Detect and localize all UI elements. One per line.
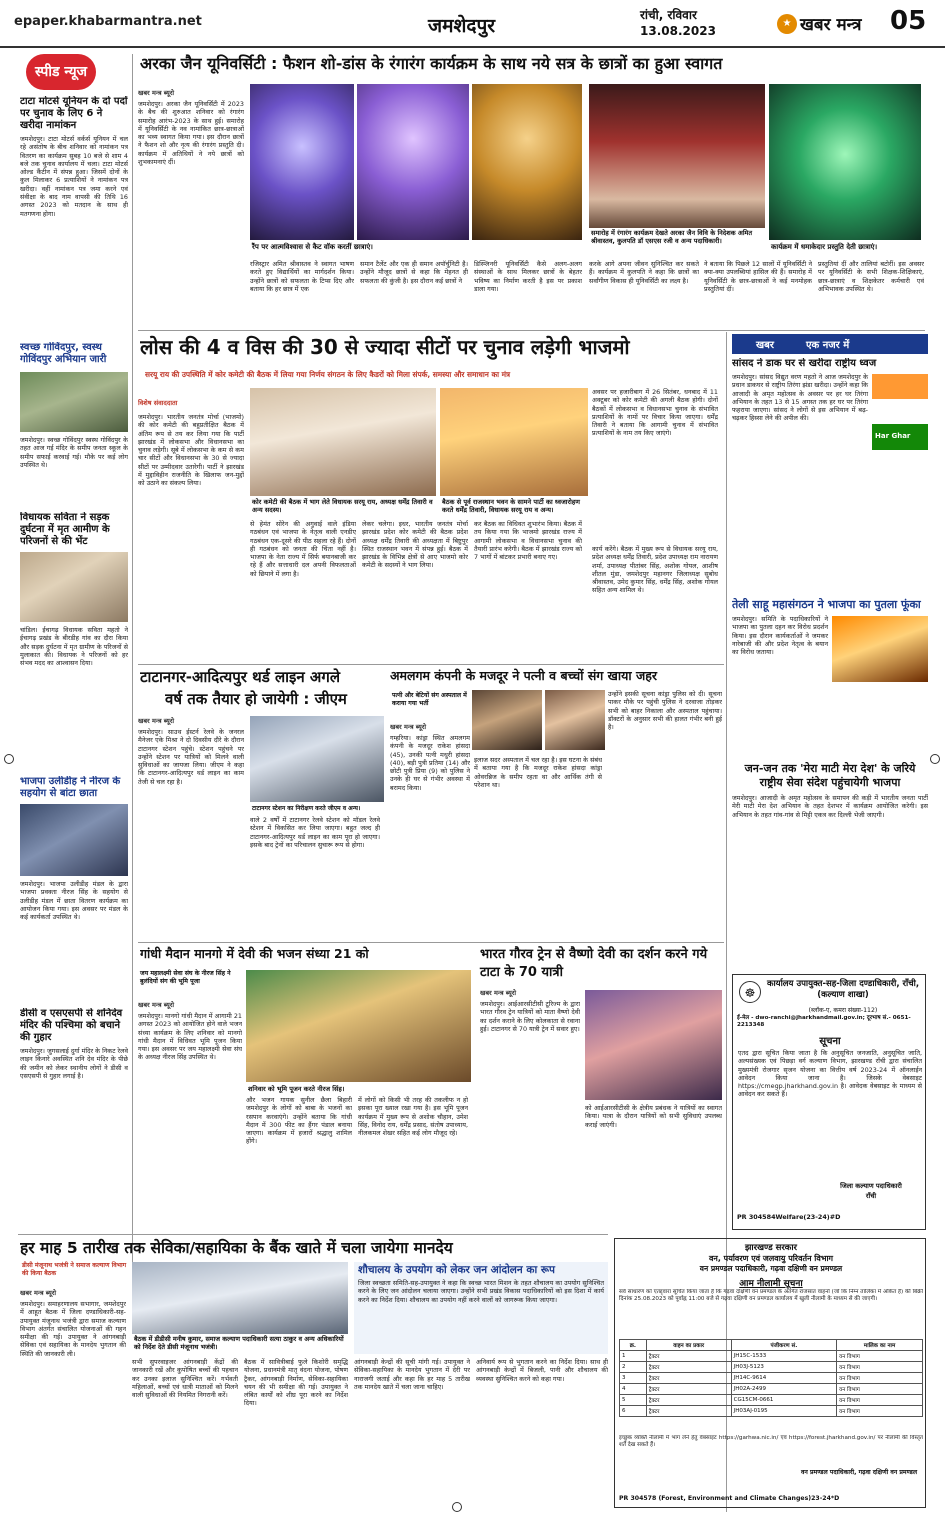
bharat-gaurav-photo	[585, 990, 722, 1100]
ek-nazar-title: एक नजर में	[806, 340, 850, 351]
arka-body: करके आगे अपना जीवन सुनिश्चित कर सकते हैं। कार्यक्रम में कुलपति ने कहा कि छात्रों का सर्वांगीण विकास ही यूनिवर्सिटी का लक्ष्य है।	[589, 260, 699, 285]
amlagam-photo	[545, 690, 605, 750]
speed-news-body: जमशेदपुर। स्वच्छ गोविंदपुर स्वस्थ गोविंदपुर के तहत आज गई मंदिर के समीप जनता स्कूल के समीप सफाई करवाई गई। मौके पर कई लोग उपस्थित थे।	[20, 436, 128, 469]
table-row	[620, 1406, 923, 1417]
brand-name: खबर मन्त्र	[800, 15, 862, 35]
har-ghar-label: Har Ghar	[875, 432, 911, 440]
bharat-gaurav-col	[480, 988, 580, 1230]
table-row	[620, 1362, 923, 1373]
khabar-ek-nazar-banner	[732, 334, 928, 354]
arka-body: डिस्प्लिनरी यूनिवर्सिटी कैसे अलग-अलग संस्थाओं के साथ मिलकर छात्रों के बेहतर भविष्य का निर्माण करती है इस पर प्रकाश डाला गया।	[474, 260, 582, 293]
notice-pr: PR 304584Welfare(23-24)#D	[737, 1213, 841, 1221]
table-cell: वन विभाग	[837, 1362, 923, 1373]
gandhi-body: और भजन गायक सुनील छैला बिहारी जमशेदपुर के लोगों को बाबा के भजनों का रसपान करवाएंगे। उन्होंने बताया कि गांधी मैदान में 300 फीट का हैंगर पंडाल बनाया जाएगा। कार्यक्रम में हजारों श्रद्धालु शामिल होंगे।	[246, 1096, 352, 1146]
speed-news-body: जमशेदपुर। भाजपा उलीडीह मंडल के द्वारा भाजपा प्रवक्ता नीरज सिंह के सहयोग से उलीडीह मंडल में छाता वितरण कार्यक्रम का आयोजन किया गया। इस अवसर पर मंडल के कई कार्यकर्ता उपस्थित थे।	[20, 880, 128, 922]
notice-title: सूचना	[819, 1036, 841, 1047]
khabar-label: खबर	[756, 340, 774, 351]
speed-news-item	[20, 512, 128, 772]
speed-news-logo	[26, 54, 96, 90]
gandhi-col	[138, 1000, 242, 1230]
nazar-item	[732, 762, 928, 970]
amlagam-subhead: पत्नी और बेटियों संग अस्पताल में कराया गया भर्ती	[392, 692, 467, 707]
speed-news-photo	[20, 552, 128, 622]
bjp-body: कर बैठक का विधिवत शुभारंभ किया। बैठक में तय किया गया कि भाजमो झारखंड राज्य में आगामी लोकसभा व विधानसभा चुनाव की तैयारी प्रारंभ करेगी। बैठक में झारखंड राज्य को 7 भागों में बांटकर प्रभारी बनाए गए।	[474, 520, 582, 562]
notice-office: वन प्रमण्डल पदाधिकारी, गढ़वा दक्षिणी वन प्रमण्डल	[699, 1264, 843, 1273]
notice-signature: वन प्रमण्डल पदाधिकारी, गढ़वा दक्षिणी वन प्रमण्डल	[800, 1469, 918, 1476]
bjp-caption: बैठक से पूर्व राजस्थान भवन के सामने पार्टी का ध्वजारोहण करते धर्मेंद्र तिवारी, विधायक सरयू राय व अन्य।	[440, 497, 588, 515]
bharat-gaurav-body: को आईआरसीटीसी के क्षेत्रीय प्रबंधक ने यात्रियों का स्वागत किया। यात्रा के दौरान यात्रियों को सभी सुविधाएं उपलब्ध कराई जाएंगी।	[585, 1104, 722, 1129]
nazar-item	[732, 358, 928, 594]
sevika-headline: हर माह 5 तारीख तक सेविका/सहायिका के बैंक खाते में चला जायेगा मानदेय	[20, 1239, 453, 1257]
table-cell: JH03AJ-0195	[731, 1406, 836, 1417]
table-cell: वन विभाग	[837, 1395, 923, 1406]
bharat-gaurav-body: जमशेदपुर। आईआरसीटीसी टूरिज्म के द्वारा भारत गौरव ट्रेन यात्रियों को माता वैष्णो देवी का दर्शन कराने के लिए कोलकाता से रवाना हुई। टाटानगर से 70 यात्री ट्रेन में सवार हुए।	[480, 1000, 580, 1033]
nazar-headline: तेली साहू महासंगठन ने भाजपा का पुतला फूंका	[732, 598, 921, 611]
speed-news-item	[20, 1008, 128, 1193]
notice-pr: PR 304578 (Forest, Environment and Climate Changes)23-24*D	[619, 1495, 840, 1502]
emblem-icon: ☸	[739, 981, 761, 1003]
forest-notice	[614, 1238, 926, 1508]
table-cell: 4	[620, 1384, 647, 1395]
amlagam-byline: खबर मन्त्र ब्यूरो	[390, 723, 427, 731]
welfare-notice	[732, 974, 926, 1230]
toilet-body: जिला स्वच्छता समिति-सह-उपायुक्त ने कहा कि स्वच्छ भारत मिशन के तहत शौचालय का उपयोग सुनिश्चित करने के लिए जन आंदोलन चलाया जाएगा। उन्होंने सभी प्रखंड विकास पदाधिकारियों को इस दिशा में कार्य करने का निर्देश दिया। शौचालय का उपयोग नहीं करने वालों को जागरूक किया जाएगा।	[358, 1279, 604, 1304]
amlagam-headline: अमलगम कंपनी के मजदूर ने पत्नी व बच्चों संग खाया जहर	[390, 668, 657, 683]
section-city: जमशेदपुर	[428, 15, 496, 37]
bjp-photo	[440, 388, 588, 496]
sevika-caption: बैठक में डीडीसी मनीष कुमार, समाज कल्याण पदाधिकारी सत्या ठाकुर व अन्य अधिकारियों को निर्देश देते डीसी मंजूनाथ भजंत्री।	[132, 1334, 348, 1352]
sevika-body: बैठक में सावित्रीबाई फुले किशोरी समृद्धि योजना, प्रधानमंत्री मातृ वंदना योजना, पोषण ट्रैकर, आंगनबाड़ी निर्माण, सेविका-सहायिका चयन की भी समीक्षा की गई। उपायुक्त ने लंबित कार्यों को शीघ्र पूरा करने का निर्देश दिया।	[244, 1358, 348, 1408]
tatanagar-body: जमशेदपुर। साउथ ईस्टर्न रेलवे के जनरल मैनेजर एके मिश्रा ने दो दिवसीय दौरे के दौरान टाटानगर स्टेशन पहुंचे। स्टेशन पहुंचने पर उन्होंने स्टेशन पर यात्रियों को मिलने वाली सुविधाओं का जायजा लिया। जीएम ने कहा कि टाटानगर-आदित्यपुर थर्ड लाइन का काम तेजी से चल रहा है।	[138, 728, 244, 786]
table-cell: वन विभाग	[837, 1373, 923, 1384]
section-divider	[18, 1234, 608, 1235]
amlagam-body: गम्हरिया। कांड्रा स्थित अमलगम कंपनी के मजदूर राकेश हांसदा (45), उनकी पत्नी मधुरी हांसदा (40), बड़ी पुत्री प्रतिमा (14) और छोटी पुत्री प्रिया (9) को पुलिस ने उनके ही घर से गंभीर अवस्था में बरामद किया।	[390, 734, 470, 792]
sevika-body: आंगनबाड़ी केन्द्रों की सूची मांगी गई। उपायुक्त ने सेविका-सहायिका के मानदेय भुगतान में देरी पर नाराजगी जताई और कहा कि हर माह 5 तारीख तक मानदेय खाते में चला जाना चाहिए।	[354, 1358, 470, 1391]
arka-caption: रैंप पर आत्मविश्वास से कैट वॉक करतीं छात्राएं।	[250, 242, 582, 253]
gandhi-byline: खबर मन्त्र ब्यूरो	[138, 1001, 175, 1009]
nazar-headline: सांसद ने डाक घर से खरीदा राष्ट्रीय ध्वज	[732, 358, 877, 369]
bjp-headline: लोस की 4 व विस की 30 से ज्यादा सीटों पर चुनाव लड़ेगी भाजमो	[140, 335, 630, 359]
nazar-body: जमशेदपुर। आजादी के अमृत महोत्सव के समापन की कड़ी में भारतीय जनता पार्टी मेरी माटी मेरा देश अभियान के तहत देशभर में कार्यक्रम आयोजित करेगी। इस अभियान के तहत गांव-गांव से मिट्टी एकत्र कर दिल्ली भेजी जाएगी।	[732, 794, 928, 819]
bjp-byline: विशेष संवाददाता	[138, 399, 178, 407]
nazar-body: जमशेदपुर। समिति के पदाधिकारियों ने भाजपा का पुतला दहन कर विरोध प्रदर्शन किया। इस दौरान कार्यकर्ताओं ने जमकर नारेबाजी की और प्रदेश नेतृत्व के बयान का विरोध जताया।	[732, 615, 828, 657]
tatanagar-headline: टाटानगर-आदित्यपुर थर्ड लाइन अगले	[140, 668, 341, 686]
toilet-headline: शौचालय के उपयोग को लेकर जन आंदोलन का रूप	[358, 1264, 555, 1276]
auction-table-wrap	[619, 1339, 923, 1417]
speed-news-headline: भाजपा उलीडीह ने नीरज के सहयोग से बांटा छाता	[20, 776, 121, 799]
nazar-photo	[832, 616, 928, 682]
notice-signature: जिला कल्याण पदाधिकारी	[840, 1182, 902, 1190]
col-header: मालिक का नाम	[837, 1340, 923, 1351]
arka-byline: खबर मन्त्र ब्यूरो	[138, 89, 175, 97]
table-cell: JH03J-5123	[731, 1362, 836, 1373]
speed-news-logo-text: स्पीड न्यूज	[34, 64, 88, 80]
notice-sig-place: राँची	[865, 1192, 877, 1200]
masthead	[0, 0, 945, 48]
har-ghar-flag-photo	[872, 374, 928, 450]
table-cell: CG15CM-0661	[731, 1395, 836, 1406]
speed-news-item	[20, 342, 128, 507]
gandhi-headline: गांधी मैदान मानगो में देवी की भजन संध्या 21 को	[140, 946, 369, 961]
tatanagar-col	[138, 716, 244, 938]
page-number: 05	[890, 6, 927, 36]
tatanagar-byline: खबर मन्त्र ब्यूरो	[138, 717, 175, 725]
arka-caption: समारोह में रंगारंग कार्यक्रम देखते अरका जैन विवि के निदेशक अमित श्रीवास्तव, कुलपति डॉ एसएस रजी व अन्य पदाधिकारी।	[589, 228, 765, 246]
bharat-gaurav-byline: खबर मन्त्र ब्यूरो	[480, 989, 517, 997]
arka-body: समान टैलेंट और एक ही समान अपॉर्चुनिटी है। उन्होंने मौजूद छात्रों से कहा कि मेहनत ही सफलता की कुंजी है। इस दौरान कई छात्रों ने	[360, 260, 468, 285]
sevika-photo	[132, 1262, 348, 1334]
registration-mark	[452, 1502, 462, 1512]
table-cell: ट्रैक्टर	[646, 1384, 731, 1395]
bjp-subhead: सरयू राय की उपस्थिति में कोर कमेटी की बैठक में लिया गया निर्णय संगठन के लिए कैडरों को मिला संपर्क, समस्या और समाधान का मंत्र	[145, 370, 511, 379]
arka-photo	[472, 84, 582, 240]
table-cell: ट्रैक्टर	[646, 1351, 731, 1362]
table-cell: वन विभाग	[837, 1384, 923, 1395]
table-cell: ट्रैक्टर	[646, 1362, 731, 1373]
epaper-url[interactable]: epaper.khabarmantra.net	[14, 14, 202, 29]
bjp-body: अवसर पर हजारीबाग में 26 सितंबर, धनबाद में 11 अक्टूबर को कोर कमेटी की अगली बैठक होगी। दोनों बैठकों में लोकसभा व विधानसभा चुनाव के संभावित प्रत्याशियों के नामों पर विचार किया जाएगा। धर्मेंद्र तिवारी ने बताया कि आगामी चुनाव में संभावित प्रत्याशियों के नाम तय किए जाएंगे।	[592, 388, 718, 438]
section-divider	[138, 942, 724, 943]
table-cell: वन विभाग	[837, 1406, 923, 1417]
arka-col	[138, 88, 244, 326]
notice-office: कार्यालय उपायुक्त-सह-जिला दण्डाधिकारी, राँची, (कल्याण शाखा)	[766, 979, 920, 1000]
speed-news-body: जमशेदपुर। टाटा मोटर्स वर्कर्स यूनियन में चल रहे असंतोष के बीच शनिवार को नामांकन पत्र वितरण का कार्यक्रम सुबह 10 बजे से शाम 4 बजे तक चुनाव कार्यालय में चला। टाटा मोटर्स ओल्ड कैंटीन में संपन्न हुआ। जिसमें दोनों के कुल मिलाकर 6 प्रत्याशियों ने नामांकन पत्र खरीदा। वहीं नामांकन पत्र जमा करने एवं संवीक्षा के बाद नाम वापसी की तिथि 16 अगस्त 2023 को मतदान के साथ ही मतगणना होगा।	[20, 135, 128, 218]
section-divider	[138, 664, 724, 665]
table-row	[620, 1373, 923, 1384]
sevika-body: जमशेदपुर। समाहरणालय सभागार, जमशेदपुर में आहूत बैठक में जिला दण्डाधिकारी-सह-उपायुक्त मंजूनाथ भजंत्री द्वारा समाज कल्याण विभाग अंतर्गत संचालित योजनाओं की गहन समीक्षा की गई। उपायुक्त ने आंगनबाड़ी सेविका एवं सहायिका के मानदेय भुगतान की स्थिति की जानकारी ली।	[20, 1300, 126, 1358]
arka-body: प्रस्तुतियां दीं और तालियां बटोरीं। इस अवसर पर यूनिवर्सिटी के सभी शिक्षक-शिक्षिकाएं, छात्र-छात्राएं व शिक्षकेतर कर्मचारी एवं अभिभावक उपस्थित थे।	[818, 260, 924, 293]
arka-headline: अरका जैन यूनिवर्सिटी : फैशन शो-डांस के रंगारंग कार्यक्रम के साथ नये सत्र के छात्रों का हुआ स्वागत	[140, 54, 723, 73]
notice-address: (ब्लॉक-ए, कमरा संख्या-112)	[808, 1007, 878, 1014]
arka-body: ने बताया कि पिछले 12 सालों में यूनिवर्सिटी ने क्या-क्या उपलब्धियां हासिल की हैं। समारोह में यूनिवर्सिटी के छात्र-छात्राओं ने कई मनमोहक प्रस्तुतियां दीं।	[704, 260, 812, 293]
nazar-item	[732, 598, 928, 758]
sevika-col	[20, 1288, 126, 1508]
speed-news-body: जमशेदपुर। जुगसलाई दुर्गा मंदिर के निकट रेलवे लाइन किनारे अवस्थित शनि देव मंदिर के पीछे की जमीन को लेकर स्थानीय लोगों ने डीसी व एसएसपी से गुहार लगाई है।	[20, 1047, 128, 1080]
notice-email: ई-मेल - dwo-ranchi@jharkhandmail.gov.in; दूरभाष सं.- 0651-2213348	[737, 1015, 911, 1028]
tatanagar-caption: टाटानगर स्टेशन का निरीक्षण करते जीएम व अन्य।	[250, 803, 384, 813]
table-cell: JH02A-2499	[731, 1384, 836, 1395]
table-cell: 3	[620, 1373, 647, 1384]
gandhi-body: में लोगों को किसी भी तरह की तकलीफ न हो इसका पूरा ख्याल रखा गया है। इस भूमि पूजन कार्यक्रम में मुख्य रूप से अशोक चौहान, उमेश सिंह, विनोद राय, धर्मेंद्र प्रसाद, संतोष उपाध्याय, नीलकमल शेखर सहित कई लोग मौजूद रहे।	[358, 1096, 468, 1138]
col-header: क्र.	[620, 1340, 647, 1351]
auction-table	[619, 1339, 923, 1417]
table-cell: 6	[620, 1406, 647, 1417]
col-header: पंजीकरण सं.	[731, 1340, 836, 1351]
bjp-body: से हेमंत सोरेन की अगुवाई वाले इंडिया गठबंधन एवं भाजपा के नेतृत्व वाली एनडीए गठबंधन एक-दूसरे की पीठ सहला रहे हैं। दोनों ही गठबंधन को जनता की चिंता नहीं है। भाजपा के नेता राज्य में सिर्फ बयानबाजी कर रहे हैं और सत्ताधारी दल अपनी विफलताओं को छिपाने में लगा है।	[250, 520, 356, 578]
table-cell: वन विभाग	[837, 1351, 923, 1362]
arka-photo	[250, 84, 354, 240]
table-row	[620, 1384, 923, 1395]
speed-news-item	[20, 776, 128, 1004]
speed-news-headline: विधायक सविता ने सड़क दुर्घटना में मृत आमीण के परिजनों से की भेंट	[20, 512, 110, 547]
speed-news-item	[20, 96, 128, 341]
bjp-caption: कोर कमेटी की बैठक में भाग लेते विधायक सरयू राय, अध्यक्ष धर्मेंद्र तिवारी व अन्य सदस्य।	[250, 497, 436, 515]
registration-mark	[4, 754, 14, 764]
col-header: वाहन का प्रकार	[646, 1340, 731, 1351]
nazar-headline: जन-जन तक 'मेरा माटी मेरा देश' के जरिये राष्ट्रीय सेवा संदेश पहुंचायेगी भाजपा	[744, 762, 916, 789]
bjp-col	[138, 398, 244, 660]
bjp-body: लेकर चलेगा। इधर, भारतीय जनतंत्र मोर्चा झारखंड प्रदेश कोर कमेटी की बैठक प्रदेश अध्यक्ष धर्मेंद्र तिवारी की अध्यक्षता में बिष्टुपुर स्थित राजस्थान भवन में संपन्न हुई। बैठक में झारखंड के विभिन्न क्षेत्रों से आए भाजमो कोर कमेटी के सदस्यों ने भाग लिया।	[362, 520, 468, 570]
speed-news-headline: डीसी व एसएसपी से शनिदेव मंदिर की पश्चिमा को बचाने की गुहार	[20, 1008, 123, 1043]
table-row	[620, 1351, 923, 1362]
table-cell: 5	[620, 1395, 647, 1406]
speed-news-headline: टाटा मोटर्स यूनियन के दो पदों पर चुनाव के लिए 6 ने खरीदा नामांकन	[20, 96, 128, 131]
speed-news-body: चांडिल। ईचागढ़ विधायक सविता महतो ने ईचागढ़ प्रखंड के बीरडीह गांव का दौरा किया और सड़क दुर्घटना में मृत ग्रामीण के परिजनों से मुलाकात की। विधायक ने परिजनों को हर संभव मदद का आश्वासन दिया।	[20, 626, 128, 668]
speed-news-photo	[20, 372, 128, 432]
notice-body: सर्व साधारण को एतद्द्वारा सूचित किया जाता है कि गढ़वा दक्षिणी वन प्रमण्डल के अंतर्गत राजसात वाहनों (जो कि निम्न तालिका में अंकित हैं) की बिक्री दिनांक 25.08.2023 को पूर्वाह्न 11:00 बजे से गढ़वा दक्षिणी वन प्रमण्डल कार्यालय में खुली नीलामी के माध्यम से की जाएगी।	[619, 1289, 923, 1302]
tatanagar-headline: वर्ष तक तैयार हो जायेगी : जीएम	[165, 690, 347, 708]
dateline-date: 13.08.2023	[640, 24, 716, 38]
amlagam-photo	[472, 690, 542, 750]
sevika-subhead: डीसी मंजूनाथ भजंत्री ने समाज कल्याण विभाग की किया बैठक	[22, 1262, 127, 1277]
table-cell: 1	[620, 1351, 647, 1362]
gandhi-caption: शनिवार को भूमि पूजन करते नीरज सिंह।	[246, 1083, 471, 1094]
amlagam-col	[390, 722, 470, 938]
arka-body: जमशेदपुर। अरका जैन यूनिवर्सिटी में 2023 के बैच की शुरुआत शनिवार को रंगारंग समारोह आरंभ-2023 के साथ हुई। समारोह में यूनिवर्सिटी के नव नामांकित छात्र-छात्राओं का भव्य स्वागत किया गया। इस दौरान छात्रों ने फैशन शो और नृत्य की रंगारंग प्रस्तुति दी। कार्यक्रम में अतिथियों ने नये छात्रों को शुभकामनाएं दीं।	[138, 100, 244, 167]
dateline-place: रांची, रविवार	[640, 8, 697, 22]
bjp-body: जमशेदपुर। भारतीय जनतंत्र मोर्चा (भाजमो) की कोर कमेटी की बहुप्रतीक्षित बैठक में अंतिम रूप से तय कर लिया गया कि पार्टी झारखंड में लोकसभा और विधानसभा का चुनाव लड़ेगी। सूबे में लोकसभा के कम से कम चार सीटों और विधानसभा के 30 से ज्यादा सीटों पर उम्मीदवार उतारेगी। पार्टी ने झारखंड में मुद्दाविहीन राजनीति के खिलाफ जन-मुद्दों को उठाने का संकल्प लिया।	[138, 413, 244, 488]
sevika-byline: खबर मन्त्र ब्यूरो	[20, 1289, 57, 1297]
speed-news-headline: स्वच्छ गोविंदपुर, स्वस्थ गोविंदपुर अभियान जारी	[20, 342, 107, 365]
auction-table-header	[620, 1340, 923, 1351]
notice-title: आम नीलामी सूचना	[739, 1279, 803, 1289]
table-cell: ट्रैक्टर	[646, 1395, 731, 1406]
amlagam-body: उन्होंने इसकी सूचना कांड्रा पुलिस को दी। सूचना पाकर मौके पर पहुंची पुलिस ने दरवाजा तोड़कर सभी को बाहर निकाला और अस्पताल पहुंचाया। डॉक्टरों के अनुसार सभी की हालत गंभीर बनी हुई है।	[608, 690, 722, 732]
nazar-body: जमशेदपुर। सांसद विद्युत वरण महतो ने आज जमशेदपुर के प्रधान डाकघर से राष्ट्रीय तिरंगा झंडा खरीदा। उन्होंने कहा कि आजादी के अमृत महोत्सव के अवसर पर हर घर तिरंगा अभियान के तहत 13 से 15 अगस्त तक हर घर पर तिरंगा फहराया जाएगा। सांसद ने लोगों से इस अभियान में बढ़-चढ़कर हिस्सा लेने की अपील की।	[732, 373, 868, 423]
left-column-divider	[132, 54, 133, 1274]
arka-body: रजिस्ट्रार अमित श्रीवास्तव ने स्वागत भाषण करते हुए विद्यार्थियों का मार्गदर्शन किया। उन्होंने छात्रों को सफलता के टिप्स दिए और बताया कि हर छात्र में एक	[250, 260, 354, 293]
arka-caption: कार्यक्रम में धमाकेदार प्रस्तुति देती छात्राएं।	[769, 242, 921, 253]
bharat-gaurav-headline: भारत गौरव ट्रेन से वैष्णो देवी का दर्शन करने गये टाटा के 70 यात्री	[480, 947, 708, 980]
amlagam-body: इलाज सदर अस्पताल में चल रहा है। इस घटना के संबंध में बताया गया है कि मजदूर राकेश हांसदा कांड्रा ओवरब्रिज के समीप रहता था और आर्थिक तंगी से परेशान था।	[474, 756, 602, 789]
notice-dept: वन, पर्यावरण एवं जलवायु परिवर्तन विभाग	[708, 1254, 834, 1263]
sevika-body: सभी सुपरवाइजर आंगनबाड़ी केंद्रों की जानकारी रखें और कुपोषित बच्चों की पहचान कर उनका इलाज सुनिश्चित करें। गर्भवती महिलाओं, बच्चों एवं धात्री माताओं को मिलने वाली सुविधाओं की नियमित निगरानी करें।	[132, 1358, 238, 1400]
brand-logo-icon: ★	[777, 14, 797, 34]
toilet-box	[354, 1262, 608, 1354]
gandhi-photo	[246, 970, 471, 1082]
notice-body: एतद द्वारा सूचित किया जाता है कि अनुसूचित जनजाति, अनुसूचित जाति, अल्पसंख्यक एवं पिछड़ा वर्ग कल्याण विभाग, झारखण्ड राँची द्वारा संचालित मुख्यमंत्री रोजगार सृजन योजना का वित्तीय वर्ष 2023-24 में ऑनलाईन आवेदन किया जाना है। जिसके वेबसाइट https://cmegp.jharkhand.gov.in है। आवेदक वेबसाइट के माध्यम से आवेदन कर सकते हैं।	[738, 1049, 922, 1099]
table-cell: JH15C-1533	[731, 1351, 836, 1362]
table-cell: JH14C-9614	[731, 1373, 836, 1384]
registration-mark	[930, 754, 940, 764]
sevika-body: अनिवार्य रूप से भुगतान करने का निर्देश दिया। साथ ही आंगनबाड़ी केन्द्रों में बिजली, पानी और शौचालय की व्यवस्था सुनिश्चित करने को कहा गया।	[476, 1358, 608, 1383]
speed-news-photo	[20, 804, 128, 876]
tatanagar-body: वाले 2 वर्षों में टाटानगर रेलवे स्टेशन को मॉडल रेलवे स्टेशन में विकसित कर लिया जाएगा। बहुत जल्द ही टाटानगर-आदित्यपुर थर्ड लाइन का काम पूरा हो जाएगा। इसके बाद ट्रेनों का परिचालन सुचारू रूप से होगा।	[250, 816, 380, 849]
section-divider	[138, 330, 925, 331]
notice-footer: इच्छुक व्यक्ति नीलामी में भाग लेने हेतु वेबसाइट https://garhwa.nic.in/ एवं https://forest.jharkhand.gov.in/ पर नीलामी की विस्तृत शर्तें देख सकते हैं।	[619, 1435, 923, 1448]
bjp-body: कार्य करेंगे। बैठक में मुख्य रूप से विधायक सरयू राय, प्रदेश अध्यक्ष धर्मेंद्र तिवारी, प्रदेश उपाध्यक्ष राम नारायण शर्मा, उपाध्यक्ष पीतांबर सिंह, अशोक गोयल, आशीष शीतल मुंडा, जमशेदपुर महानगर जिलाध्यक्ष सुबोध श्रीवास्तव, उमेद कुमार सिंह, धर्मेंद्र सिंह, अशोक गोयल सहित अन्य शामिल थे।	[592, 545, 718, 595]
arka-photo	[769, 84, 921, 240]
table-cell: 2	[620, 1362, 647, 1373]
bjp-photo	[250, 388, 436, 496]
arka-photo	[589, 84, 765, 228]
gandhi-body: जमशेदपुर। मानगो गांधी मैदान में आगामी 21 अगस्त 2023 को आयोजित होने वाले भजन संध्या कार्यक्रम के लिए शनिवार को मानगो गांधी मैदान में विधिवत भूमि पूजन किया गया। इस अवसर पर जय महालक्ष्मी सेवा संघ के अध्यक्ष नीरज सिंह उपस्थित थे।	[138, 1012, 242, 1062]
arka-photo	[357, 84, 469, 240]
notice-gov: झारखण्ड सरकार	[744, 1243, 798, 1253]
gandhi-subhead: जय महालक्ष्मी सेवा संघ के नीरज सिंह ने बुलंदियों संग की भूमि पूजा	[140, 970, 231, 985]
table-row	[620, 1395, 923, 1406]
tatanagar-photo	[250, 716, 384, 802]
table-cell: ट्रैक्टर	[646, 1373, 731, 1384]
table-cell: ट्रैक्टर	[646, 1406, 731, 1417]
